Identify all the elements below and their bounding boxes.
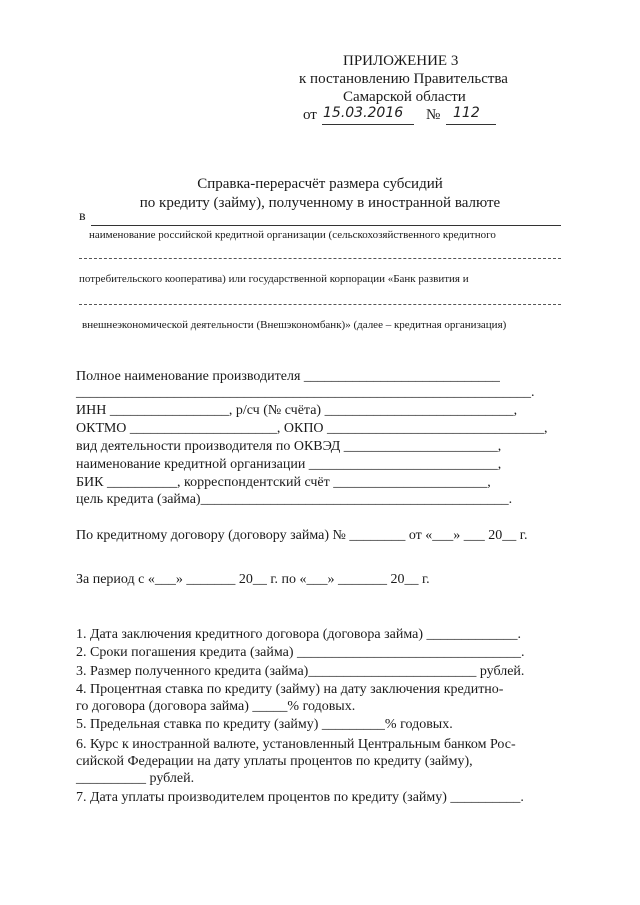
credit-org-field: наименование кредитной организации ___________________________, [76, 457, 502, 472]
number-label: № [426, 107, 441, 123]
period-field: За период с «___» _______ 20__ г. по «___» _______ 20__ г. [76, 572, 430, 587]
okved-field: вид деятельности производителя по ОКВЭД ______________________, [76, 439, 502, 454]
document-title-line2: по кредиту (займу), полученному в иностранной валюте [139, 195, 501, 211]
appendix-title: ПРИЛОЖЕНИЕ 3 [343, 53, 459, 69]
bank-caption-1: наименование российской кредитной организации (сельскохозяйственного кредитного [89, 229, 496, 241]
item-4-interest-rate-line1: 4. Процентная ставка по кредиту (займу) на дату заключения кредитно- [76, 682, 504, 697]
decree-number-handwritten: 112 [453, 105, 480, 121]
bik-corr-account-field: БИК __________, корреспондентский счёт ______________________, [76, 475, 491, 490]
item-4-interest-rate-line2: го договора (договора займа) _____% годовых. [76, 699, 356, 714]
item-5-max-rate: 5. Предельная ставка по кредиту (займу) _________% годовых. [76, 717, 453, 732]
inn-account-field: ИНН _________________, р/сч (№ счёта) ___________________________, [76, 403, 518, 418]
producer-name-continuation: _________________________________________________________________. [76, 385, 535, 400]
bank-name-line [91, 225, 561, 226]
bank-prefix: в [79, 209, 86, 224]
item-7-interest-payment-date: 7. Дата уплаты производителем процентов по кредиту (займу) __________. [76, 790, 524, 805]
item-6-exchange-rate-line2: сийской Федерации на дату уплаты процентов по кредиту (займу), [76, 754, 473, 769]
item-1-contract-date: 1. Дата заключения кредитного договора (договора займа) _____________. [76, 627, 522, 642]
bank-name-line-3 [79, 304, 561, 305]
item-6-exchange-rate-line3: __________ рублей. [76, 771, 195, 786]
credit-purpose-field: цель кредита (займа)____________________________________________. [76, 492, 513, 507]
from-label: от [303, 107, 317, 123]
bank-name-line-2 [79, 258, 561, 259]
document-title-line1: Справка-перерасчёт размера субсидий [197, 176, 443, 192]
oktmo-okpo-field: ОКТМО _____________________, ОКПО _______________________________, [76, 421, 548, 436]
region-name: Самарской области [343, 89, 466, 105]
decree-number-underline [446, 124, 496, 125]
item-3-credit-amount: 3. Размер полученного кредита (займа)________________________ рублей. [76, 664, 525, 679]
bank-caption-2: потребительского кооператива) или государственной корпорации «Банк развития и [79, 273, 469, 285]
producer-name-field: Полное наименование производителя ____________________________ [76, 369, 500, 384]
bank-caption-3: внешнеэкономической деятельности (Внешэкономбанк)» (далее – кредитная организация) [82, 319, 507, 331]
item-2-repayment-terms: 2. Сроки погашения кредита (займа) ________________________________. [76, 645, 525, 660]
decree-date-underline [322, 124, 414, 125]
decree-date-handwritten: 15.03.2016 [323, 105, 404, 121]
item-6-exchange-rate-line1: 6. Курс к иностранной валюте, установленный Центральным банком Рос- [76, 737, 516, 752]
decree-reference: к постановлению Правительства [299, 71, 508, 87]
credit-contract-field: По кредитному договору (договору займа) № ________ от «___» ___ 20__ г. [76, 528, 528, 543]
